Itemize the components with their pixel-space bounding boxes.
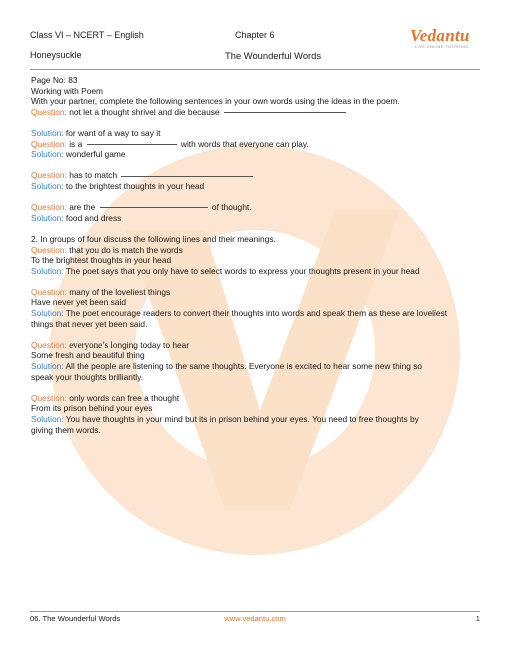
document-body <box>31 75 483 435</box>
intro-text: With your partner, complete the following sentences in your own words using the ideas in the poem. <box>31 96 400 107</box>
question-7-line-2: Some fresh and beautiful thing <box>31 350 145 361</box>
page-number: Page No: 83 <box>31 75 78 85</box>
vedantu-logo <box>410 26 480 52</box>
question-3: Question: has to match <box>31 170 483 181</box>
question-1: Question: not let a thought shrivel and die because <box>31 107 483 118</box>
question-6: Question: many of the loveliest things <box>31 286 171 297</box>
solution-2: Solution: wonderful game <box>31 149 126 160</box>
page-header <box>30 28 480 73</box>
solution-6-line-2: things that never yet been said. <box>31 318 148 329</box>
logo-wordmark: Vedantu <box>410 26 470 45</box>
footer-chapter-label: 06. The Wounderful Words <box>30 614 121 623</box>
question-8-line-2: From its prison behind your eyes <box>31 403 153 414</box>
footer-website-link[interactable]: www.vedantu.com <box>224 614 286 623</box>
question-5: Question: that you do is match the words <box>31 244 183 255</box>
chapter-title: The Wounderful Words <box>225 50 322 61</box>
solution-6: Solution: The poet encourage readers to convert their thoughts into words and speak them as these are loveliest <box>31 308 448 319</box>
page-footer <box>30 614 480 628</box>
answer-blank <box>121 176 253 177</box>
book-label: Honeysuckle <box>30 50 82 60</box>
answer-blank <box>87 144 177 145</box>
solution-4: Solution: food and dress <box>31 212 122 223</box>
class-subject-label: Class VI – NCERT – English <box>30 30 144 40</box>
question-5-line-2: To the brightest thoughts in your head <box>31 255 172 266</box>
answer-blank <box>100 207 208 208</box>
question-2: Question: is a with words that everyone can play. <box>31 138 309 149</box>
solution-8-line-2: giving them words. <box>31 424 101 435</box>
logo-tagline: LIVE ONLINE TUTORING <box>415 45 469 49</box>
chapter-label: Chapter 6 <box>235 30 275 40</box>
question-8: Question: only words can free a thought <box>31 392 180 403</box>
question-6-line-2: Have never yet been said <box>31 297 126 308</box>
footer-page-number: 1 <box>475 614 480 623</box>
answer-blank <box>224 112 346 113</box>
section-heading: Working with Poem <box>31 85 103 96</box>
solution-7: Solution: All the people are listening to the same thoughts. Everyone is excited to hear some new thing so <box>31 361 423 372</box>
solution-1: Solution: for want of a way to say it <box>31 127 161 138</box>
solution-5: Solution: The poet says that you only have to select words to express your thoughts present in your head <box>31 265 420 276</box>
header-divider <box>30 69 480 70</box>
solution-7-line-2: speak your thoughts brilliantly. <box>31 371 144 382</box>
footer-divider <box>30 611 480 612</box>
solution-3: Solution: to the brightest thoughts in your head <box>31 180 205 191</box>
question-4: Question: are the of thought. <box>31 202 252 213</box>
task-2-heading: 2. In groups of four discuss the following lines and their meanings. <box>31 233 276 244</box>
question-7: Question: everyone’s longing today to hear <box>31 339 190 350</box>
solution-8: Solution: You have thoughts in your mind but its in prison behind your eyes. You need to free thoughts by <box>31 414 419 424</box>
